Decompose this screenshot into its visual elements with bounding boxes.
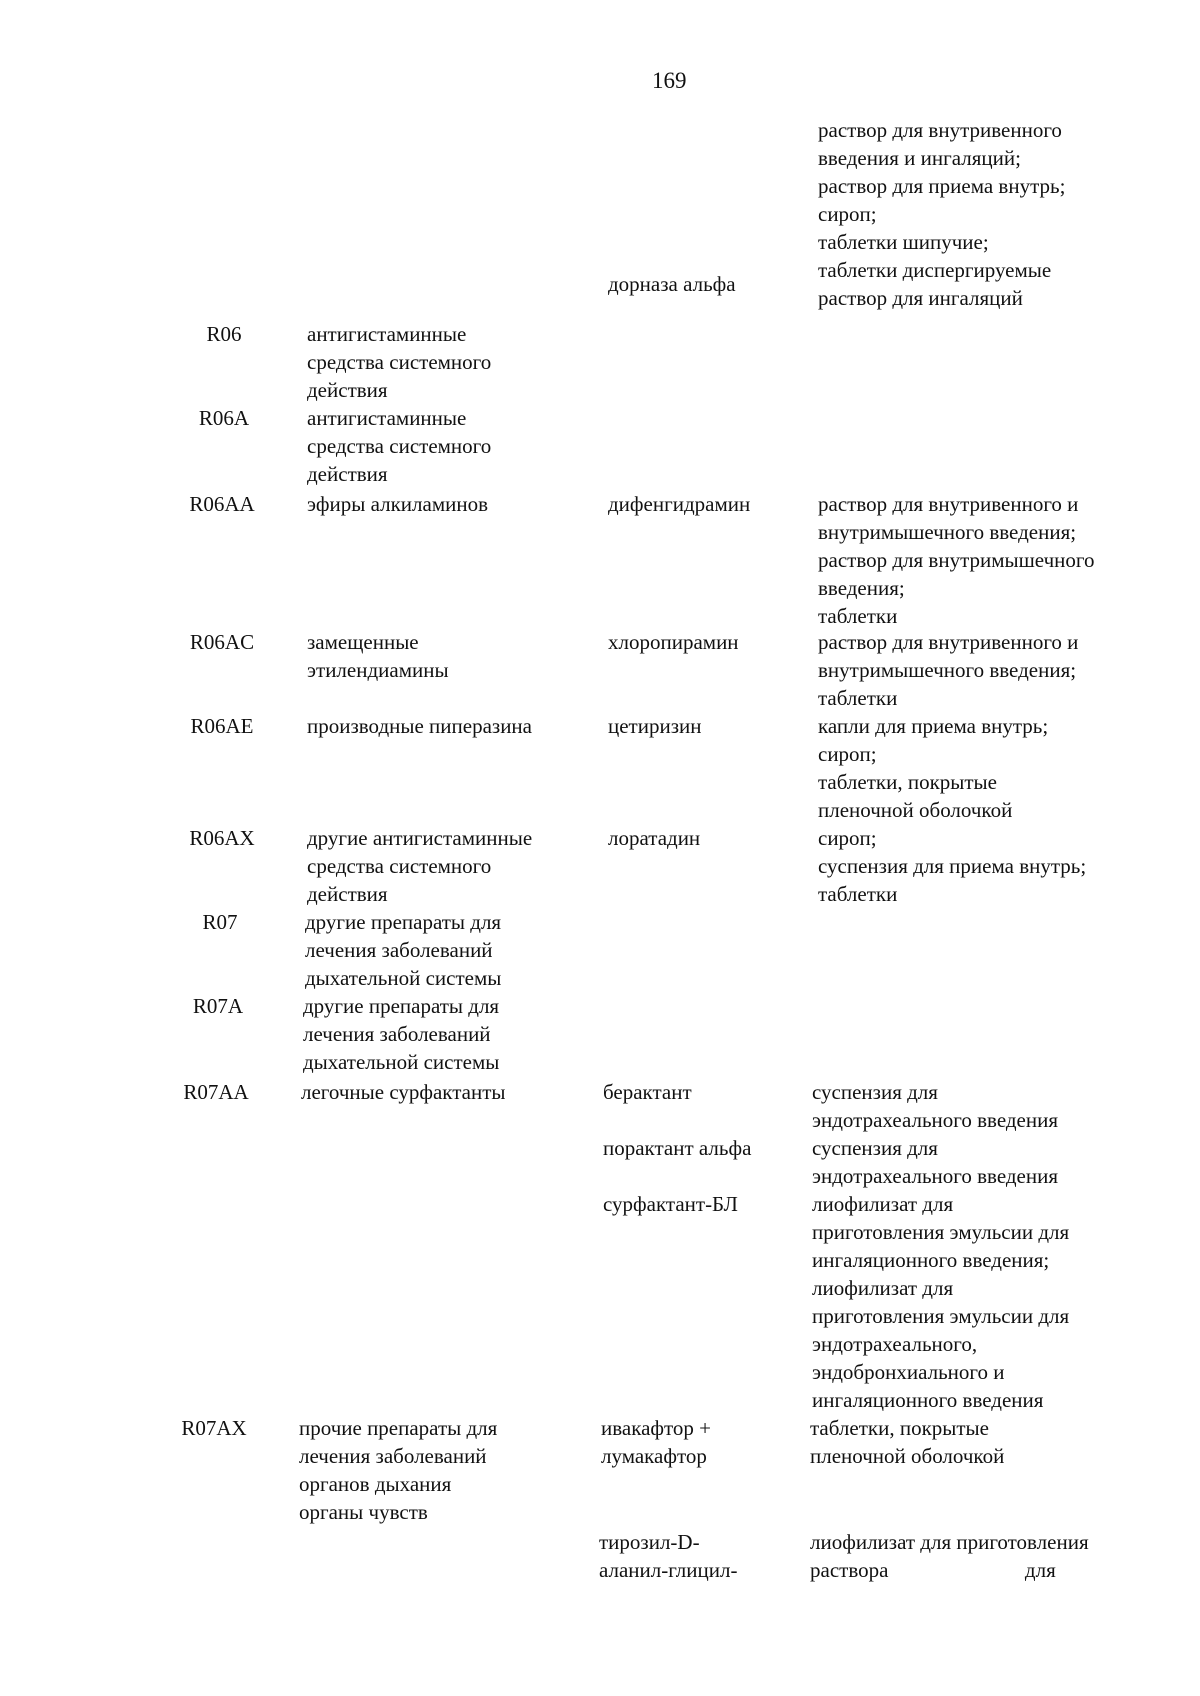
group-name-r06ae [307,712,532,740]
group-name-r07a [303,992,499,1076]
drug-name-tyrosyl [599,1528,737,1584]
form-line: лиофилизат для [812,1276,954,1300]
dosage-forms-poractant [812,1134,1058,1190]
form-line: раствор для внутривенного и [818,492,1079,516]
group-line: легочные сурфактанты [301,1080,506,1104]
form-line: введения; [818,576,905,600]
form-line: раствор для внутримышечного [818,548,1095,572]
atc-code-r06ax: R06AX [189,826,255,850]
group-line: действия [307,378,388,402]
group-line: дыхательной системы [305,966,502,990]
group-line: средства системного [307,434,492,458]
form-line: пленочной оболочкой [810,1444,1005,1468]
drug-line: берактант [603,1080,692,1104]
group-name-r07ax [299,1414,497,1526]
drug-name-chloropyramine [608,628,739,656]
form-line: таблетки [818,604,898,628]
drug-name-ivacaftor-lumacaftor [601,1414,711,1470]
group-line: замещенные [307,630,419,654]
form-line: суспензия для приема внутрь; [818,854,1087,878]
drug-line: хлоропирамин [608,630,739,654]
page-number: 169 [652,68,687,93]
atc-code-r07: R07 [202,910,238,934]
atc-code-r06a: R06A [198,406,250,430]
drug-name-loratadine [608,824,700,852]
group-name-r07 [305,908,501,992]
group-line: другие препараты для [305,910,502,934]
group-name-r06ax [307,824,532,908]
atc-code-r06ae: R06AE [190,714,254,738]
drug-line: лоратадин [608,826,701,850]
drug-line: дифенгидрамин [608,492,751,516]
form-line: таблетки, покрытые [818,770,997,794]
dosage-forms-chloropyramine [818,628,1078,712]
atc-code-r06ac: R06AC [189,630,255,654]
group-line: антигистаминные [307,406,467,430]
group-name-r06 [307,320,491,404]
form-line: таблетки [818,686,898,710]
atc-code-r07ax: R07AX [181,1416,247,1440]
drug-line: лумакафтор [601,1444,707,1468]
group-line: средства системного [307,854,492,878]
form-line: ингаляционного введения; [812,1248,1050,1272]
form-line: таблетки диспергируемые [818,258,1052,282]
form-line: внутримышечного введения; [818,658,1077,682]
group-line: другие антигистаминные [307,826,533,850]
form-line: эндотрахеального введения [812,1164,1059,1188]
form-line: сироп; [818,742,877,766]
form-line: раствор для ингаляций [818,286,1023,310]
drug-line: цетиризин [608,714,702,738]
group-line: антигистаминные [307,322,467,346]
drug-name-beractant [603,1078,692,1106]
group-line: лечения заболеваний [303,1022,491,1046]
atc-code-r07aa: R07AA [183,1080,249,1104]
group-line: органы чувств [299,1500,428,1524]
form-line: эндотрахеального введения [812,1108,1059,1132]
form-line: таблетки [818,882,898,906]
drug-line: ивакафтор + [601,1416,712,1440]
dosage-forms-loratadine [818,824,1086,908]
drug-name-poractant [603,1134,751,1162]
drug-line: аланил-глицил- [599,1558,738,1582]
drug-name-surfactant-bl [603,1190,738,1218]
drug-line: дорназа альфа [608,272,736,296]
group-line: прочие препараты для [299,1416,498,1440]
form-line: сироп; [818,202,877,226]
dosage-forms-beractant [812,1078,1058,1134]
form-line: внутримышечного введения; [818,520,1077,544]
group-line: эфиры алкиламинов [307,492,489,516]
form-line: эндотрахеального, [812,1332,978,1356]
form-line: лиофилизат для приготовления [810,1530,1089,1554]
group-name-r06a [307,404,491,488]
form-line: суспензия для [812,1080,938,1104]
atc-code-r07a: R07A [192,994,244,1018]
group-line: действия [307,462,388,486]
group-name-r06aa [307,490,488,518]
form-line: раствор для внутривенного [818,118,1062,142]
group-name-r06ac [307,628,449,684]
atc-code-r06: R06 [206,322,242,346]
dosage-forms-ivacaftor-lumacaftor [810,1414,1004,1470]
group-line: органов дыхания [299,1472,452,1496]
form-line: таблетки, покрытые [810,1416,989,1440]
drug-line: порактант альфа [603,1136,752,1160]
group-name-r07aa [301,1078,506,1106]
form-line: пленочной оболочкой [818,798,1013,822]
form-line: лиофилизат для [812,1192,954,1216]
form-line: капли для приема внутрь; [818,714,1049,738]
group-line: этилендиамины [307,658,449,682]
drug-line: сурфактант-БЛ [603,1192,738,1216]
form-line: приготовления эмульсии для [812,1220,1070,1244]
group-line: средства системного [307,350,492,374]
form-line: раствор для внутривенного и [818,630,1079,654]
form-line: раствора для [810,1558,1056,1582]
group-line: лечения заболеваний [299,1444,487,1468]
dosage-forms-dornase [818,116,1065,312]
form-line: таблетки шипучие; [818,230,989,254]
drug-line: тирозил-D- [599,1530,700,1554]
group-line: действия [307,882,388,906]
form-line: ингаляционного введения [812,1388,1044,1412]
group-line: производные пиперазина [307,714,532,738]
dosage-forms-diphenhydramine [818,490,1095,630]
group-line: лечения заболеваний [305,938,493,962]
drug-name-dornase [608,270,736,298]
drug-name-diphenhydramine [608,490,750,518]
form-line: эндобронхиального и [812,1360,1005,1384]
dosage-forms-tyrosyl [810,1528,1089,1584]
drug-name-cetirizine [608,712,702,740]
form-line: раствор для приема внутрь; [818,174,1066,198]
form-line: введения и ингаляций; [818,146,1021,170]
form-line: суспензия для [812,1136,938,1160]
dosage-forms-cetirizine [818,712,1048,824]
atc-code-r06aa: R06AA [189,492,255,516]
group-line: дыхательной системы [303,1050,500,1074]
form-line: приготовления эмульсии для [812,1304,1070,1328]
dosage-forms-surfactant-bl [812,1190,1069,1414]
group-line: другие препараты для [303,994,500,1018]
form-line: сироп; [818,826,877,850]
